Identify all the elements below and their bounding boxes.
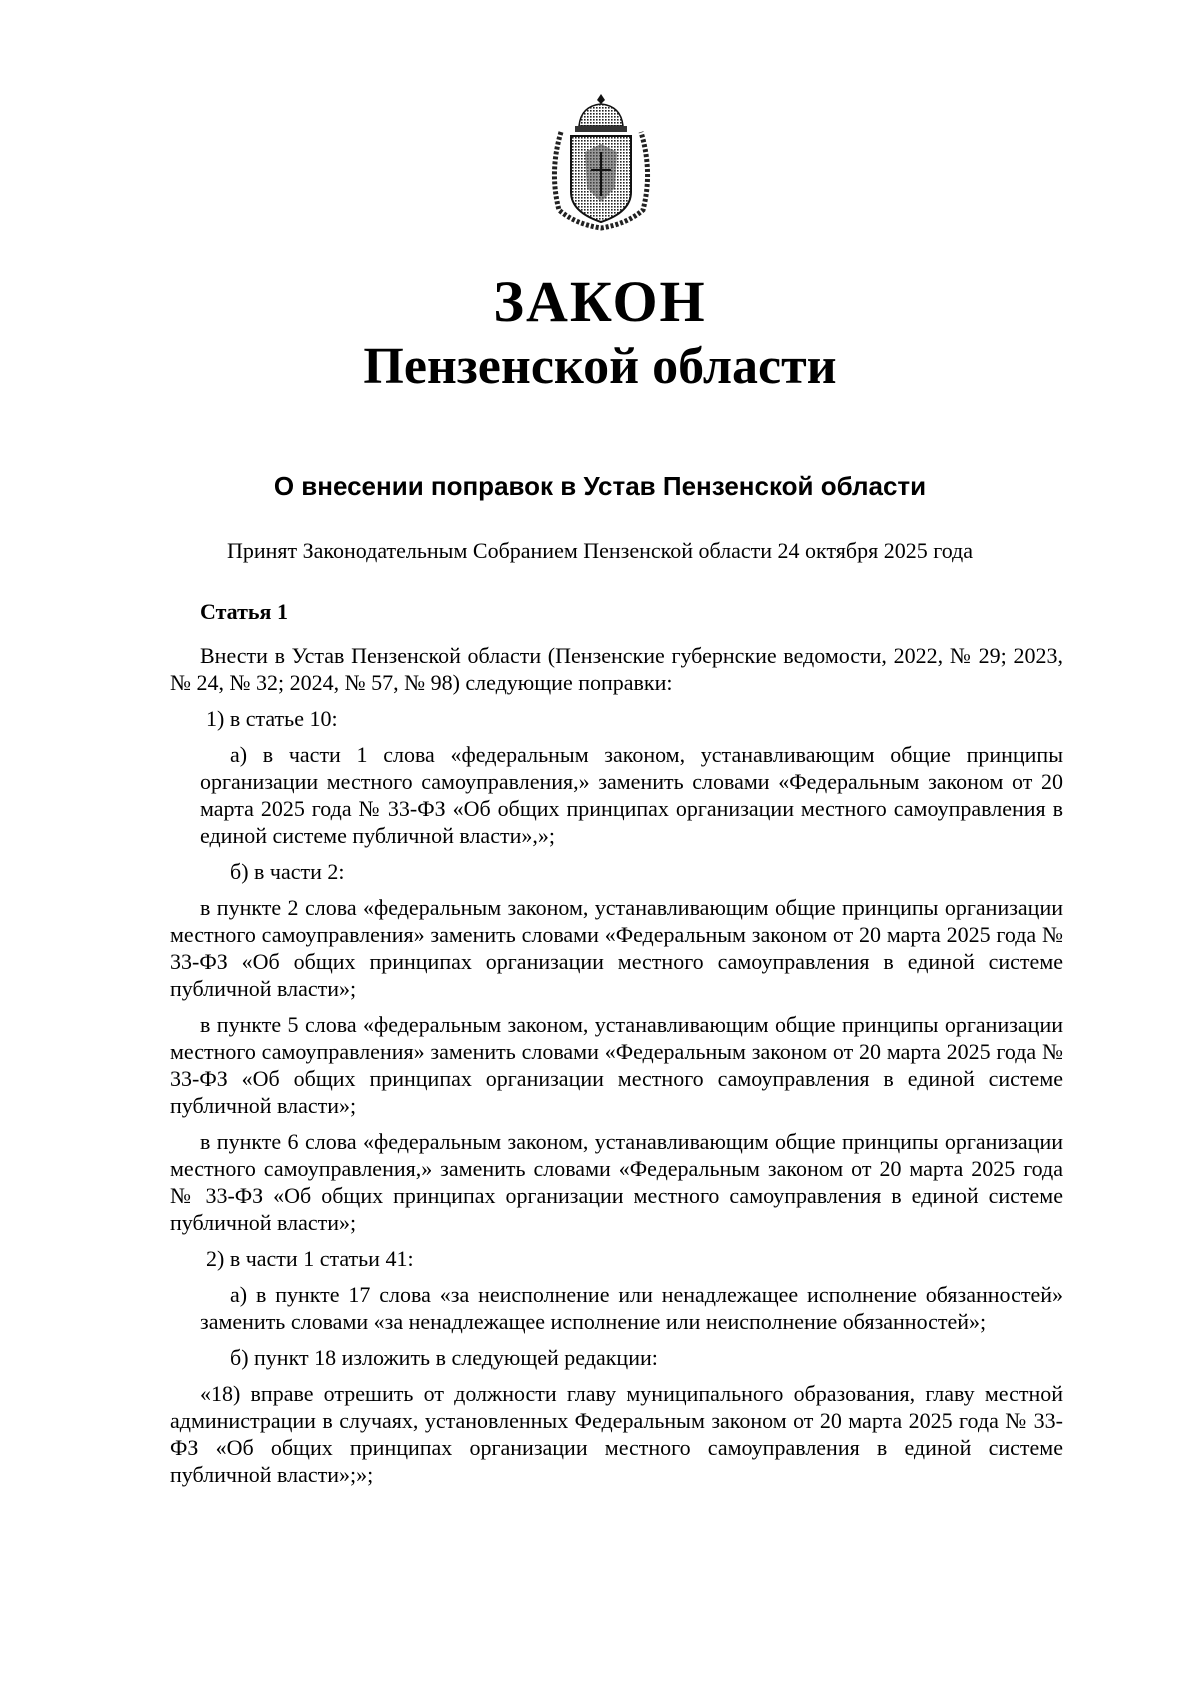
law-subject: О внесении поправок в Устав Пензенской области (273, 471, 927, 501)
article-intro: Внести в Устав Пензенской области (Пензенские губернские ведомости, 2022, № 29; 2023, № 24, № 32; 2024, № 57, № 98) следующие поправки: (170, 643, 1063, 695)
item-2b-text: «18) вправе отрешить от должности главу муниципального образования, главу местной администрации в случаях, установленных Федеральным законом от 20 марта 2025 года № 33-ФЗ «Об общих принципах организации местного самоуправления в единой системе публичной власти»;»; (170, 1381, 1063, 1487)
article-heading: Статья 1 (200, 599, 288, 624)
item-1b: б) в части 2: (230, 859, 345, 884)
item-1b-point-6: в пункте 6 слова «федеральным законом, устанавливающим общие принципы организации местного самоуправления,» заменить словами «Федеральным законом от 20 марта 2025 года № 33-ФЗ «Об общих принципах организации местного самоуправления в единой системе публичной власти»; (170, 1129, 1063, 1235)
item-2b: б) пункт 18 изложить в следующей редакции: (230, 1345, 658, 1370)
region-title: Пензенской области (363, 338, 837, 395)
adoption-note: Принят Законодательным Собранием Пензенской области 24 октября 2025 года (226, 538, 974, 563)
item-2: 2) в части 1 статьи 41: (206, 1246, 414, 1271)
item-1a: а) в части 1 слова «федеральным законом, устанавливающим общие принципы организации местного самоуправления,» заменить словами «Федеральным законом от 20 марта 2025 года № 33-ФЗ «Об общих принципах организации местного самоуправления в единой системе публичной власти»,»; (200, 742, 1063, 848)
item-2a: а) в пункте 17 слова «за неисполнение или ненадлежащее исполнение обязанностей» заменить словами «за ненадлежащее исполнение или неисполнение обязанностей»; (200, 1282, 1063, 1334)
law-title: ЗАКОН (493, 269, 707, 334)
law-body (170, 598, 1063, 1497)
item-1b-point-2: в пункте 2 слова «федеральным законом, устанавливающим общие принципы организации местного самоуправления» заменить словами «Федеральным законом от 20 марта 2025 года № 33-ФЗ «Об общих принципах организации местного самоуправления в единой системе публичной власти»; (170, 895, 1063, 1001)
coat-of-arms-emblem (545, 92, 657, 232)
item-1: 1) в статье 10: (206, 706, 338, 731)
item-1b-point-5: в пункте 5 слова «федеральным законом, устанавливающим общие принципы организации местного самоуправления» заменить словами «Федеральным законом от 20 марта 2025 года № 33-ФЗ «Об общих принципах организации местного самоуправления в единой системе публичной власти»; (170, 1012, 1063, 1118)
